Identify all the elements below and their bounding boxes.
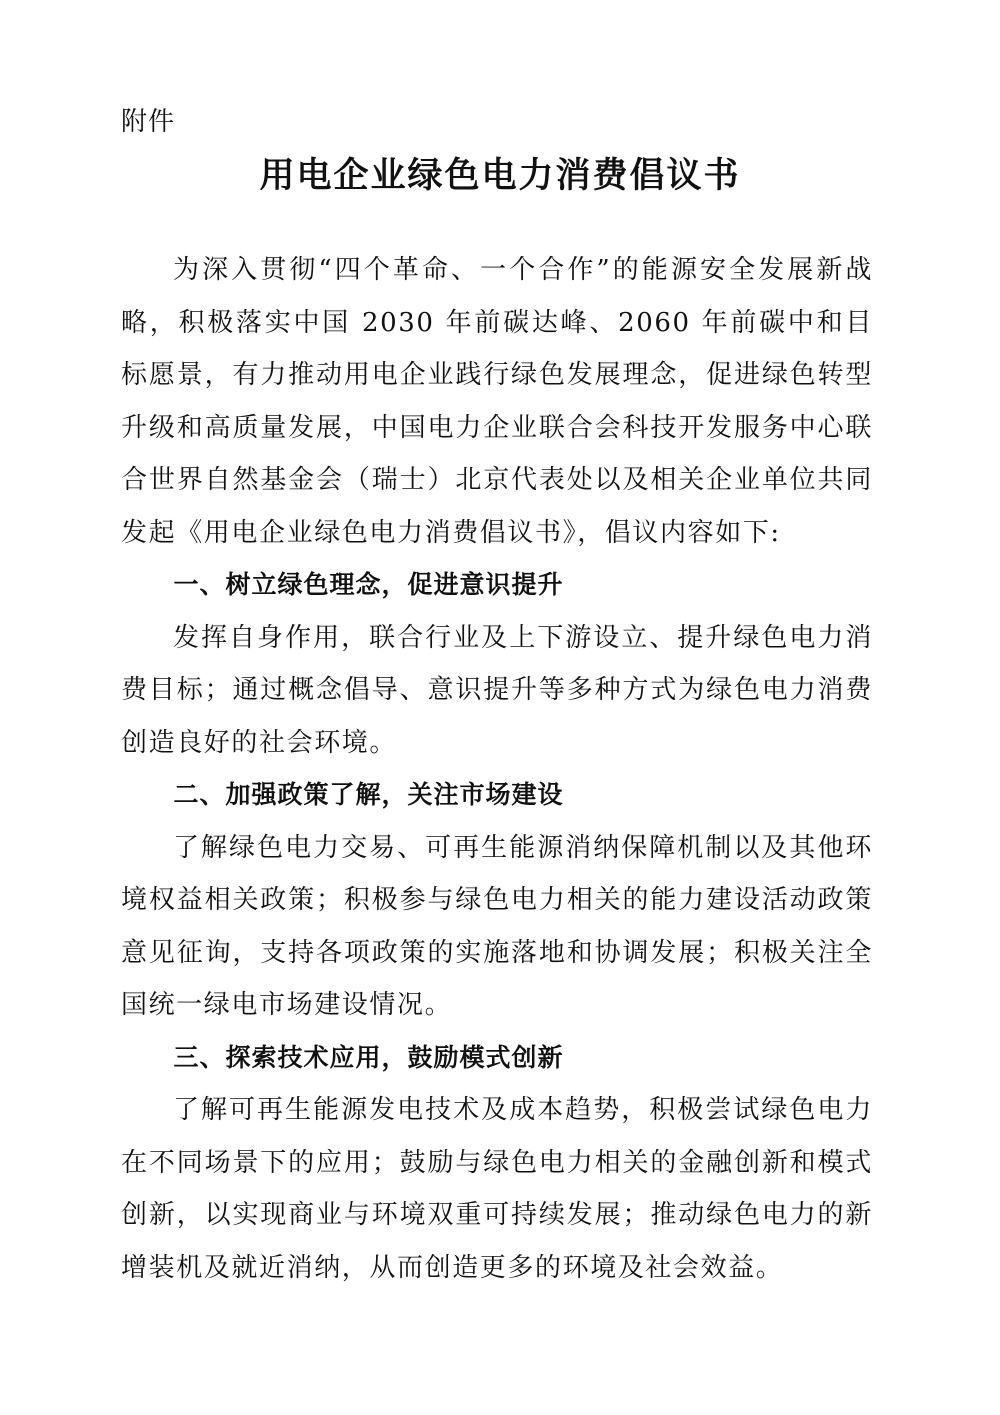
section-heading-2: 二、加强政策了解，关注市场建设 xyxy=(173,780,564,809)
attachment-label: 附件 xyxy=(121,107,176,137)
document-title: 用电企业绿色电力消费倡议书 xyxy=(259,155,741,196)
section-text-1: 发挥自身作用，联合行业及上下游设立、提升绿色电力消费目标；通过概念倡导、意识提升等多种方式为绿色电力消费创造良好的社会环境。 xyxy=(121,622,873,758)
section-heading-3: 三、探索技术应用，鼓励模式创新 xyxy=(173,1042,564,1072)
section-text-2: 了解绿色电力交易、可再生能源消纳保障机制以及其他环境权益相关政策；积极参与绿色电力相关的能力建设活动政策意见征询，支持各项政策的实施落地和协调发展；积极关注全国统一绿电市场建设情况。 xyxy=(121,832,873,1020)
intro-paragraph: 为深入贯彻“四个革命、一个合作”的能源安全发展新战略，积极落实中国 2030 年前碳达峰、2060 年前碳中和目标愿景，有力推动用电企业践行绿色发展理念，促进绿色转型升级和高质量发展，中国电力企业联合会科技开发服务中心联合世界自然基金会（瑞士）北京代表处以及相关企业单位共同发起《用电企业绿色电力消费倡议书》，倡议内容如下: xyxy=(121,255,873,548)
document-body xyxy=(121,244,873,1294)
section-heading-1: 一、树立绿色理念，促进意识提升 xyxy=(173,570,564,599)
section-text-3: 了解可再生能源发电技术及成本趋势，积极尝试绿色电力在不同场景下的应用；鼓励与绿色电力相关的金融创新和模式创新，以实现商业与环境双重可持续发展；推动绿色电力的新增装机及就近消纳，从而创造更多的环境及社会效益。 xyxy=(121,1095,873,1283)
